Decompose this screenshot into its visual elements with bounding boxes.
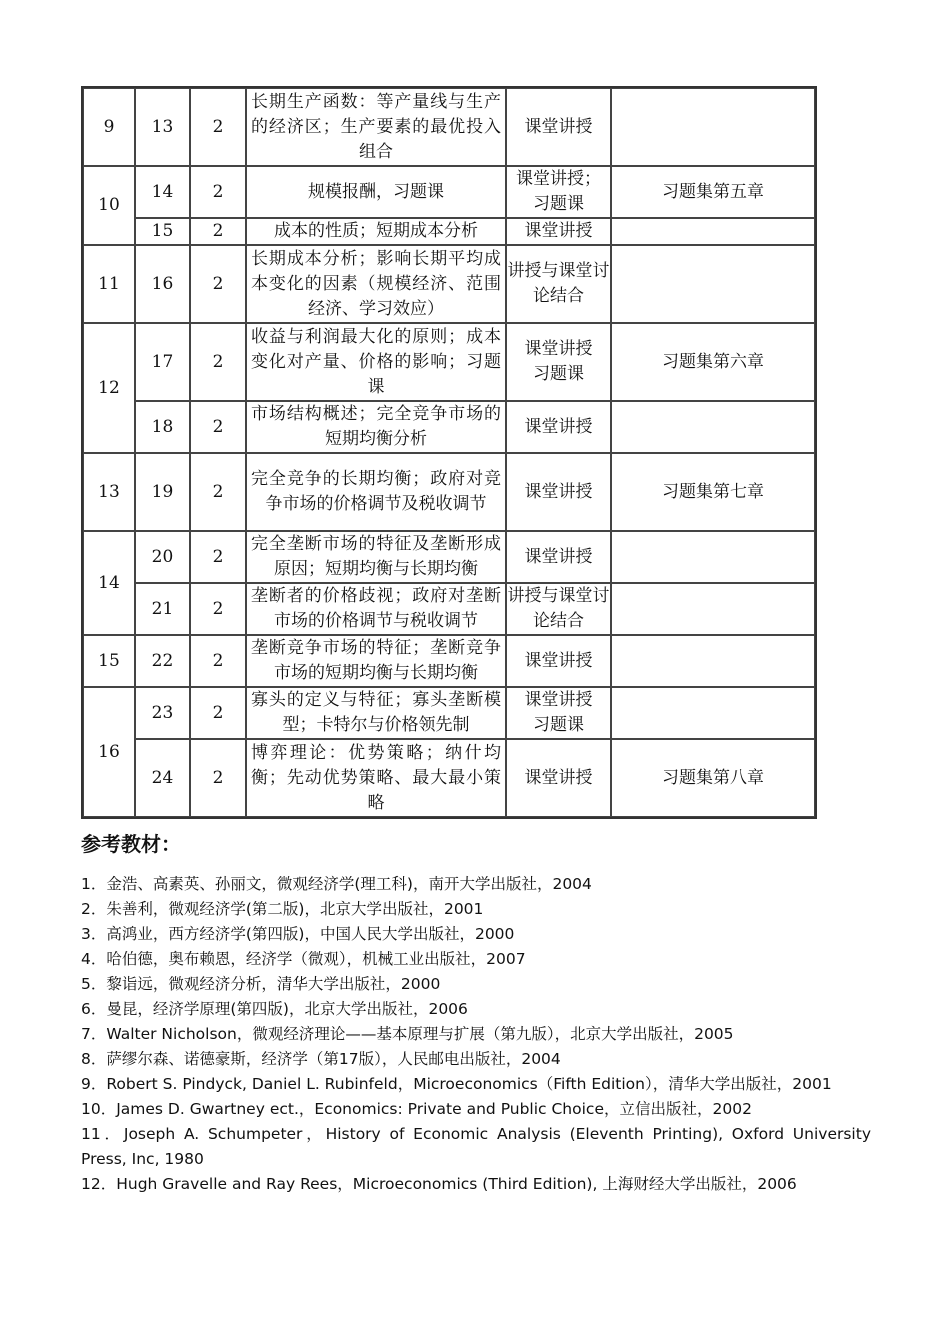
homework-cell <box>611 218 815 245</box>
homework-cell <box>611 245 815 323</box>
hours-cell: 2 <box>190 687 246 739</box>
week-cell: 12 <box>83 323 135 453</box>
hours-cell: 2 <box>190 88 246 166</box>
table-row <box>83 218 815 245</box>
content-cell <box>246 531 506 583</box>
content-cell <box>246 218 506 245</box>
content-text: 垄断者的价格歧视；政府对垄断市场的价格调节与税收调节 <box>251 586 501 631</box>
method-cell: 讲授与课堂讨论结合 <box>506 583 611 635</box>
table-row <box>83 739 815 817</box>
content-cell <box>246 453 506 531</box>
table-row <box>83 401 815 453</box>
week-cell: 13 <box>83 453 135 531</box>
method-cell: 课堂讲授 <box>506 635 611 687</box>
content-cell <box>246 687 506 739</box>
course-schedule-table <box>81 86 817 819</box>
homework-cell <box>611 531 815 583</box>
content-cell <box>246 583 506 635</box>
lesson-cell: 17 <box>135 323 190 401</box>
reference-item: 3．高鸿业，西方经济学(第四版)，中国人民大学出版社，2000 <box>81 925 515 943</box>
content-text: 博弈理论：优势策略；纳什均衡；先动优势策略、最大最小策略 <box>251 742 501 813</box>
reference-item: 6．曼昆，经济学原理(第四版)，北京大学出版社，2006 <box>81 1000 468 1018</box>
method-cell: 课堂讲授 <box>506 218 611 245</box>
week-cell: 9 <box>83 88 135 166</box>
hours-cell: 2 <box>190 453 246 531</box>
reference-item: 2．朱善利，微观经济学(第二版)，北京大学出版社，2001 <box>81 900 484 918</box>
homework-cell <box>611 635 815 687</box>
hours-cell: 2 <box>190 401 246 453</box>
week-cell: 11 <box>83 245 135 323</box>
lesson-cell: 22 <box>135 635 190 687</box>
content-cell <box>246 635 506 687</box>
week-cell: 14 <box>83 531 135 635</box>
hours-cell: 2 <box>190 323 246 401</box>
reference-item: 7．Walter Nicholson，微观经济理论——基本原理与扩展（第九版），北京大学出版社，2005 <box>81 1025 734 1043</box>
table-row <box>83 583 815 635</box>
homework-cell: 习题集第七章 <box>611 453 815 531</box>
content-text: 垄断竞争市场的特征；垄断竞争市场的短期均衡与长期均衡 <box>251 638 501 683</box>
content-cell <box>246 323 506 401</box>
lesson-cell: 13 <box>135 88 190 166</box>
lesson-cell: 15 <box>135 218 190 245</box>
table-row <box>83 323 815 401</box>
method-cell: 课堂讲授 <box>506 88 611 166</box>
table-row <box>83 88 815 166</box>
content-text: 收益与利润最大化的原则；成本变化对产量、价格的影响；习题课 <box>251 326 501 397</box>
content-text: 成本的性质；短期成本分析 <box>274 221 478 241</box>
table-row <box>83 635 815 687</box>
homework-cell <box>611 88 815 166</box>
method-cell: 课堂讲授 <box>506 739 611 817</box>
method-cell: 课堂讲授 <box>506 401 611 453</box>
content-text: 完全竞争的长期均衡；政府对竞争市场的价格调节及税收调节 <box>251 469 501 514</box>
week-cell: 10 <box>83 166 135 245</box>
hours-cell: 2 <box>190 166 246 218</box>
homework-cell <box>611 687 815 739</box>
lesson-cell: 19 <box>135 453 190 531</box>
lesson-cell: 23 <box>135 687 190 739</box>
lesson-cell: 16 <box>135 245 190 323</box>
lesson-cell: 21 <box>135 583 190 635</box>
homework-cell <box>611 401 815 453</box>
content-text: 市场结构概述；完全竞争市场的短期均衡分析 <box>251 404 501 449</box>
reference-item: 9．Robert S. Pindyck, Daniel L. Rubinfeld，Microeconomics（Fifth Edition），清华大学出版社，2001 <box>81 1075 832 1093</box>
references-list <box>81 872 871 1197</box>
method-text: 课堂讲授习题课 <box>524 339 593 384</box>
content-cell <box>246 401 506 453</box>
method-text: 课堂讲授习题课 <box>524 690 593 735</box>
lesson-cell: 18 <box>135 401 190 453</box>
hours-cell: 2 <box>190 218 246 245</box>
week-cell: 15 <box>83 635 135 687</box>
method-cell <box>506 687 611 739</box>
table-row <box>83 687 815 739</box>
lesson-cell: 24 <box>135 739 190 817</box>
method-cell <box>506 323 611 401</box>
week-cell: 16 <box>83 687 135 817</box>
reference-item: 4．哈伯德，奥布赖恩，经济学（微观），机械工业出版社，2007 <box>81 950 526 968</box>
reference-item: 1．金浩、高素英、孙丽文，微观经济学(理工科)，南开大学出版社，2004 <box>81 875 592 893</box>
content-text: 完全垄断市场的特征及垄断形成原因；短期均衡与长期均衡 <box>251 534 501 579</box>
table-row <box>83 453 815 531</box>
method-cell: 课堂讲授 <box>506 453 611 531</box>
homework-cell <box>611 583 815 635</box>
content-text: 长期成本分析；影响长期平均成本变化的因素（规模经济、范围经济、学习效应） <box>251 248 501 319</box>
table-row <box>83 531 815 583</box>
content-text: 长期生产函数：等产量线与生产的经济区；生产要素的最优投入组合 <box>251 91 501 162</box>
reference-item: 12．Hugh Gravelle and Ray Rees，Microeconomics (Third Edition), 上海财经大学出版社，2006 <box>81 1175 797 1193</box>
homework-cell: 习题集第六章 <box>611 323 815 401</box>
content-cell <box>246 166 506 218</box>
reference-item: 11．Joseph A. Schumpeter，History of Economic Analysis (Eleventh Printing), Oxford University Press, Inc, 1980 <box>81 1125 871 1168</box>
table-row <box>83 245 815 323</box>
reference-item: 8．萨缪尔森、诺德豪斯，经济学（第17版），人民邮电出版社，2004 <box>81 1050 561 1068</box>
lesson-cell: 14 <box>135 166 190 218</box>
method-text: 课堂讲授；习题课 <box>516 169 601 214</box>
lesson-cell: 20 <box>135 531 190 583</box>
reference-item: 10．James D. Gwartney ect.，Economics: Private and Public Choice，立信出版社，2002 <box>81 1100 752 1118</box>
references-title: 参考教材： <box>81 832 181 856</box>
hours-cell: 2 <box>190 245 246 323</box>
hours-cell: 2 <box>190 583 246 635</box>
hours-cell: 2 <box>190 739 246 817</box>
method-cell <box>506 166 611 218</box>
table-row <box>83 166 815 218</box>
homework-cell: 习题集第八章 <box>611 739 815 817</box>
reference-item: 5．黎诣远，微观经济分析，清华大学出版社，2000 <box>81 975 441 993</box>
method-cell: 讲授与课堂讨论结合 <box>506 245 611 323</box>
method-cell: 课堂讲授 <box>506 531 611 583</box>
content-text: 规模报酬，习题课 <box>308 181 444 202</box>
content-text: 寡头的定义与特征；寡头垄断模型；卡特尔与价格领先制 <box>251 690 501 735</box>
content-cell <box>246 739 506 817</box>
hours-cell: 2 <box>190 531 246 583</box>
content-cell <box>246 88 506 166</box>
hours-cell: 2 <box>190 635 246 687</box>
homework-cell: 习题集第五章 <box>611 166 815 218</box>
content-cell <box>246 245 506 323</box>
